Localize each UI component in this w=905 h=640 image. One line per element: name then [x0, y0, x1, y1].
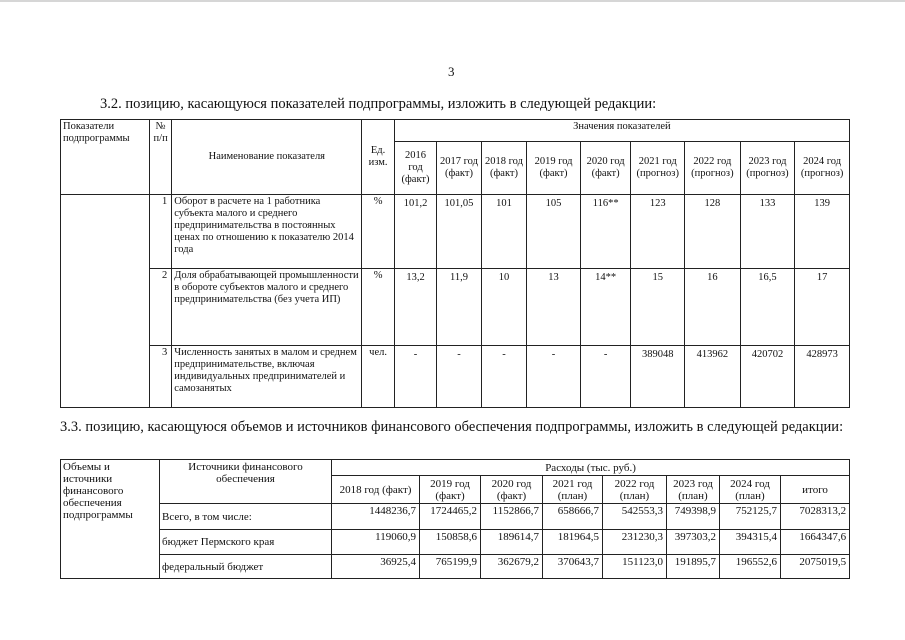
- indicator-value: 11,9: [437, 269, 482, 346]
- amount-cell: 1448236,7: [332, 504, 420, 530]
- table-row: [61, 269, 850, 346]
- amount-cell: 191895,7: [667, 555, 720, 579]
- amount-cell: 150858,6: [420, 530, 481, 555]
- header-year: 2018 год (факт): [481, 142, 527, 195]
- amount-cell: 658666,7: [543, 504, 603, 530]
- indicator-name: Численность занятых в малом и среднем предпринимательстве, включая индивидуальных предпринимателей и самозанятых: [172, 346, 362, 408]
- indicators-label-cell: [61, 195, 150, 408]
- indicator-value: 133: [740, 195, 795, 269]
- header-year: 2020 год (факт): [481, 476, 543, 504]
- indicator-unit: %: [362, 269, 394, 346]
- section-heading-3-3: 3.3. позицию, касающуюся объемов и источников финансового обеспечения подпрограммы, изложить в следующей редакции:: [60, 419, 844, 435]
- source-label: Всего, в том числе:: [160, 504, 332, 530]
- header-year: 2024 год (план): [720, 476, 781, 504]
- source-label: федеральный бюджет: [160, 555, 332, 579]
- indicator-unit: %: [362, 195, 394, 269]
- header-year: 2022 год (прогноз): [685, 142, 741, 195]
- indicator-value: -: [527, 346, 581, 408]
- row-number: 1: [150, 195, 172, 269]
- table-row: [61, 346, 850, 408]
- indicator-value: 13: [527, 269, 581, 346]
- section-heading-3-2: 3.2. позицию, касающуюся показателей подпрограммы, изложить в следующей редакции:: [100, 96, 657, 112]
- table-row: [61, 195, 850, 269]
- indicator-value: 128: [685, 195, 741, 269]
- indicator-value: -: [394, 346, 436, 408]
- indicator-value: 139: [795, 195, 850, 269]
- amount-cell: 394315,4: [720, 530, 781, 555]
- indicator-value: 16,5: [740, 269, 795, 346]
- header-year: 2016 год (факт): [394, 142, 436, 195]
- header-year: 2023 год (план): [667, 476, 720, 504]
- header-year: 2023 год (прогноз): [740, 142, 795, 195]
- header-year: 2017 год (факт): [437, 142, 482, 195]
- header-year: 2024 год (прогноз): [795, 142, 850, 195]
- header-unit: Ед. изм.: [362, 120, 394, 195]
- table-row: [61, 555, 850, 579]
- row-number: 3: [150, 346, 172, 408]
- indicator-value: 101,2: [394, 195, 436, 269]
- header-number: № п/п: [150, 120, 172, 195]
- indicator-value: -: [481, 346, 527, 408]
- amount-cell: 2075019,5: [781, 555, 850, 579]
- amount-cell: 1724465,2: [420, 504, 481, 530]
- amount-cell: 765199,9: [420, 555, 481, 579]
- amount-cell: 189614,7: [481, 530, 543, 555]
- indicator-value: 428973: [795, 346, 850, 408]
- indicator-name: Доля обрабатывающей промышленности в обороте субъектов малого и среднего предпринимательства (без учета ИП): [172, 269, 362, 346]
- indicator-value: 116**: [580, 195, 631, 269]
- header-values: Значения показателей: [394, 120, 849, 142]
- header-expenses: Расходы (тыс. руб.): [332, 460, 850, 476]
- indicator-value: 17: [795, 269, 850, 346]
- indicator-value: 105: [527, 195, 581, 269]
- page-top-edge: [0, 0, 905, 2]
- header-year: 2019 год (факт): [527, 142, 581, 195]
- amount-cell: 542553,3: [603, 504, 667, 530]
- amount-cell: 151123,0: [603, 555, 667, 579]
- indicator-value: 16: [685, 269, 741, 346]
- indicator-value: -: [437, 346, 482, 408]
- amount-cell: 749398,9: [667, 504, 720, 530]
- header-year: 2018 год (факт): [332, 476, 420, 504]
- amount-cell: 36925,4: [332, 555, 420, 579]
- amount-cell: 397303,2: [667, 530, 720, 555]
- amount-cell: 181964,5: [543, 530, 603, 555]
- header-year: 2022 год (план): [603, 476, 667, 504]
- header-indicators: Показатели подпрограммы: [61, 120, 150, 195]
- header-year: 2020 год (факт): [580, 142, 631, 195]
- amount-cell: 231230,3: [603, 530, 667, 555]
- indicator-value: 413962: [685, 346, 741, 408]
- header-year: 2021 год (план): [543, 476, 603, 504]
- header-year: 2019 год (факт): [420, 476, 481, 504]
- amount-cell: 196552,6: [720, 555, 781, 579]
- header-sources: Источники финансового обеспечения: [160, 460, 332, 504]
- indicator-value: 101,05: [437, 195, 482, 269]
- amount-cell: 752125,7: [720, 504, 781, 530]
- amount-cell: 370643,7: [543, 555, 603, 579]
- indicators-table: [60, 119, 850, 408]
- header-volumes: Объемы и источники финансового обеспечения подпрограммы: [61, 460, 160, 579]
- amount-cell: 7028313,2: [781, 504, 850, 530]
- indicator-name: Оборот в расчете на 1 работника субъекта малого и среднего предпринимательства в постоянных ценах по отношению к показателю 2014 года: [172, 195, 362, 269]
- row-number: 2: [150, 269, 172, 346]
- amount-cell: 1664347,6: [781, 530, 850, 555]
- amount-cell: 119060,9: [332, 530, 420, 555]
- indicator-value: 10: [481, 269, 527, 346]
- indicator-value: 389048: [631, 346, 685, 408]
- financing-table: [60, 459, 850, 579]
- source-label: бюджет Пермского края: [160, 530, 332, 555]
- amount-cell: 1152866,7: [481, 504, 543, 530]
- indicator-value: 101: [481, 195, 527, 269]
- indicator-unit: чел.: [362, 346, 394, 408]
- indicator-value: 123: [631, 195, 685, 269]
- header-indicator-name: Наименование показателя: [172, 120, 362, 195]
- table-row: [61, 530, 850, 555]
- indicator-value: 14**: [580, 269, 631, 346]
- indicator-value: -: [580, 346, 631, 408]
- header-total: итого: [781, 476, 850, 504]
- indicator-value: 15: [631, 269, 685, 346]
- amount-cell: 362679,2: [481, 555, 543, 579]
- table-row: [61, 504, 850, 530]
- indicator-value: 420702: [740, 346, 795, 408]
- page-number: 3: [448, 64, 455, 79]
- indicator-value: 13,2: [394, 269, 436, 346]
- header-year: 2021 год (прогноз): [631, 142, 685, 195]
